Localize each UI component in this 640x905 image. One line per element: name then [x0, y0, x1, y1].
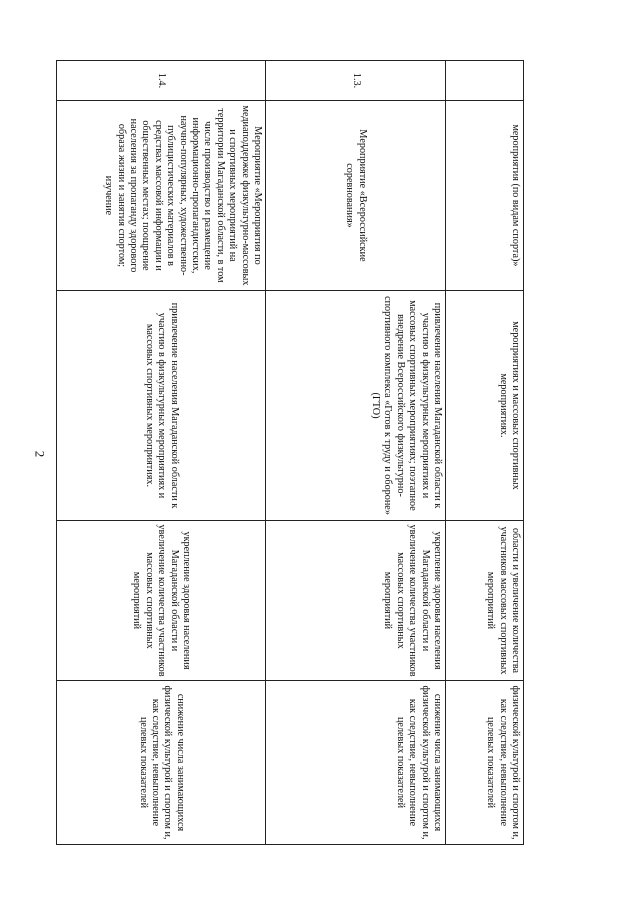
risk-cell: снижение числа занимающихся физической культурой и спортом и, как следствие, невыполнение целевых показателей [266, 681, 446, 845]
expected-result-cell: укрепление здоровья населения Магаданской области и увеличение количества участников массовых спортивных мероприятий [266, 521, 446, 681]
table-region [57, 60, 640, 840]
description-cell: мероприятиях и массовых спортивных мероприятиях. [446, 291, 524, 521]
table-row [57, 61, 266, 845]
risk-cell: физической культурой и спортом и, как следствие, невыполнение целевых показателей [446, 681, 524, 845]
row-number-cell: 1.4. [57, 61, 266, 101]
expected-result-cell: области и увеличение количества участников массовых спортивных мероприятий [446, 521, 524, 681]
rotated-table-container [57, 60, 524, 844]
event-name-cell: Мероприятие «Всероссийские соревнования» [266, 101, 446, 291]
row-number-cell: 1.3. [266, 61, 446, 101]
row-number-cell [446, 61, 524, 101]
description-cell: привлечение населения Магаданской области к участию в физкультурных мероприятиях и массовых спортивных мероприятиях; поэтапное внедрение Всероссийского физкультурно-спортивного комплекса «Готов к труду и обороне» (ГТО) [266, 291, 446, 521]
table-row [266, 61, 446, 845]
event-name-cell: мероприятия (по видам спорта)» [446, 101, 524, 291]
description-cell: привлечение населения Магаданской области к участию в физкультурных мероприятиях и массовых спортивных мероприятиях. [57, 291, 266, 521]
expected-result-cell: укрепление здоровья населения Магаданской области и увеличение количества участников массовых спортивных мероприятий [57, 521, 266, 681]
event-name-cell: Мероприятие «Мероприятия по медиаподдержке физкультурно-массовых и спортивных мероприятий на территории Магаданской области, в том числе производство и размещение информационно-пропагандистских, научно-популярных, художественно-публицистических материалов в средствах массовой информации и общественных местах; поощрение населения за пропаганду здорового образа жизни и занятия спортом; изучение [57, 101, 266, 291]
risk-cell: снижение числа занимающихся физической культурой и спортом и, как следствие, невыполнение целевых показателей [57, 681, 266, 845]
page-number: 2 [32, 450, 48, 458]
table-row [446, 61, 524, 845]
program-table [56, 60, 524, 845]
